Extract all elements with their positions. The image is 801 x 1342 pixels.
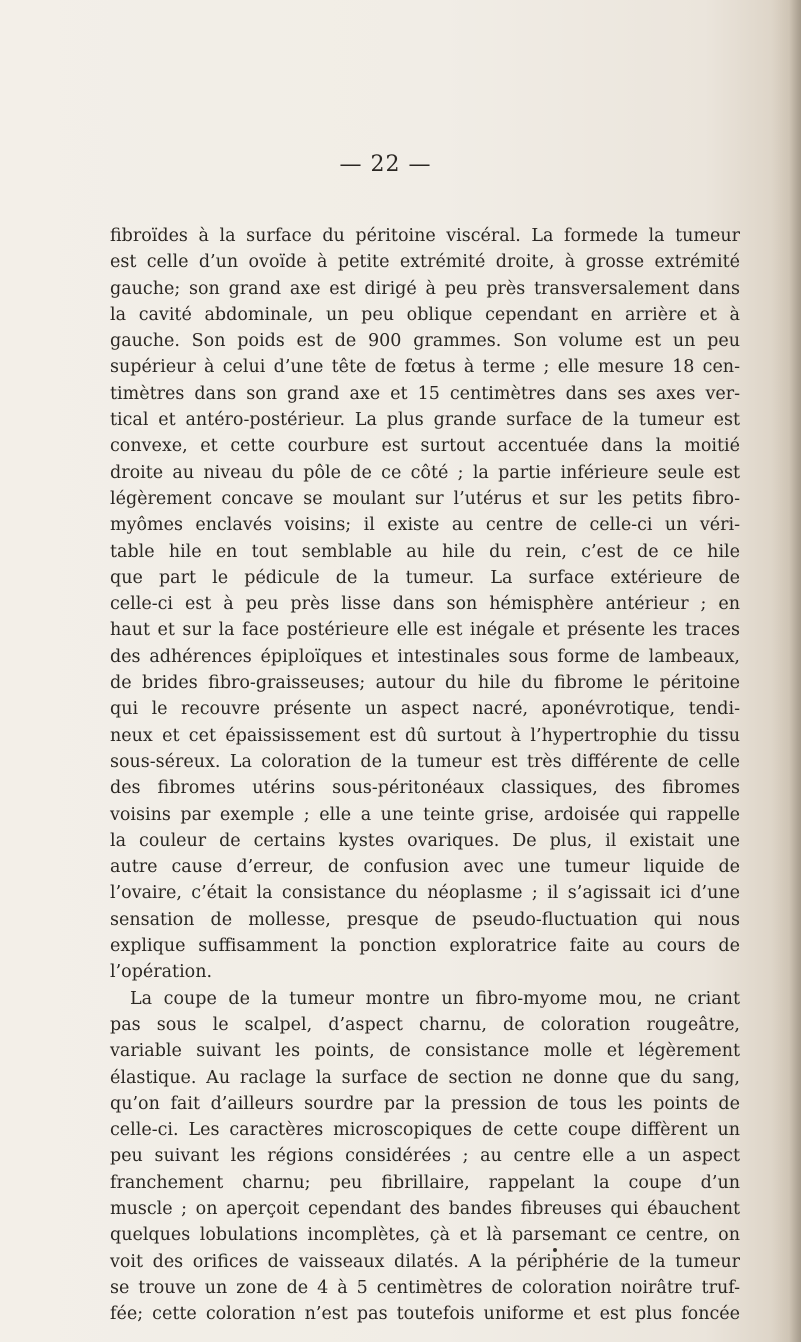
text-line: timètres dans son grand axe et 15 centimètres dans ses axes ver- [110, 383, 740, 404]
text-line: neux et cet épaississement est dû surtout à l’hypertrophie du tissu [110, 725, 740, 746]
text-line: fée; cette coloration n’est pas toutefois uniforme et est plus foncée [110, 1304, 740, 1325]
text-line: que part le pédicule de la tumeur. La surface extérieure de [110, 567, 740, 588]
text-line: convexe, et cette courbure est surtout accentuée dans la moitié [110, 436, 740, 457]
text-line: légèrement concave se moulant sur l’utérus et sur les petits fibro- [110, 488, 740, 509]
text-line: élastique. Au raclage la surface de section ne donne que du sang, [110, 1067, 740, 1088]
text-line: quelques lobulations incomplètes, çà et là parsemant ce centre, on [110, 1225, 740, 1246]
body-text [110, 223, 740, 1327]
text-line: sensation de mollesse, presque de pseudo-fluctuation qui nous [110, 909, 740, 930]
page-number [0, 152, 801, 177]
text-line: la couleur de certains kystes ovariques. De plus, il existait une [110, 830, 740, 851]
text-line: gauche. Son poids est de 900 grammes. Son volume est un peu [110, 331, 740, 352]
text-line: de brides fibro-graisseuses; autour du hile du fibrome le péritoine [110, 673, 740, 694]
text-line: La coupe de la tumeur montre un fibro-myome mou, ne criant [130, 988, 740, 1009]
text-line: explique suffisamment la ponction exploratrice faite au cours de [110, 936, 740, 957]
text-line: qu’on fait d’ailleurs sourdre par la pression de tous les points de [110, 1093, 740, 1114]
text-line: voisins par exemple ; elle a une teinte grise, ardoisée qui rappelle [110, 804, 740, 825]
text-line: gauche; son grand axe est dirigé à peu près transversalement dans [110, 278, 740, 299]
text-line: celle-ci est à peu près lisse dans son hémisphère antérieur ; en [110, 594, 740, 615]
paragraph [110, 223, 740, 986]
text-line: l’ovaire, c’était la consistance du néoplasme ; il s’agissait ici d’une [110, 883, 740, 904]
text-line: haut et sur la face postérieure elle est inégale et présente les traces [110, 620, 740, 641]
paragraph [110, 986, 740, 1328]
text-line: voit des orifices de vaisseaux dilatés. A la périphérie de la tumeur [110, 1251, 740, 1272]
text-line: des adhérences épiploïques et intestinales sous forme de lambeaux, [110, 646, 740, 667]
text-line: est celle d’un ovoïde à petite extrémité droite, à grosse extrémité [110, 252, 740, 273]
text-line: peu suivant les régions considérées ; au centre elle a un aspect [110, 1146, 740, 1167]
text-line: supérieur à celui d’une tête de fœtus à terme ; elle mesure 18 cen- [110, 357, 740, 378]
text-line: sous-séreux. La coloration de la tumeur est très différente de celle [110, 751, 740, 772]
text-line: celle-ci. Les caractères microscopiques de cette coupe diffèrent un [110, 1120, 740, 1141]
text-line: myômes enclavés voisins; il existe au centre de celle-ci un véri- [110, 515, 740, 536]
text-line: droite au niveau du pôle de ce côté ; la partie inférieure seule est [110, 462, 740, 483]
text-line: des fibromes utérins sous-péritonéaux classiques, des fibromes [110, 778, 740, 799]
text-line: muscle ; on aperçoit cependant des bandes fibreuses qui ébauchent [110, 1198, 740, 1219]
page-edge-shadow [771, 0, 801, 1342]
ink-speck [553, 1248, 557, 1252]
text-line: la cavité abdominale, un peu oblique cependant en arrière et à [110, 304, 740, 325]
text-line: autre cause d’erreur, de confusion avec une tumeur liquide de [110, 857, 740, 878]
text-line: qui le recouvre présente un aspect nacré, aponévrotique, tendi- [110, 699, 740, 720]
text-line: tical et antéro-postérieur. La plus grande surface de la tumeur est [110, 410, 740, 431]
text-line: table hile en tout semblable au hile du rein, c’est de ce hile [110, 541, 740, 562]
text-line: l’opération. [110, 962, 213, 983]
page-number-text: — 22 — [339, 152, 432, 177]
text-line: se trouve un zone de 4 à 5 centimètres de coloration noirâtre truf- [110, 1277, 740, 1298]
text-line: franchement charnu; peu fibrillaire, rappelant la coupe d’un [110, 1172, 740, 1193]
text-line: variable suivant les points, de consistance molle et légèrement [110, 1041, 740, 1062]
text-line: fibroïdes à la surface du péritoine viscéral. La formede la tumeur [110, 226, 740, 246]
text-line: pas sous le scalpel, d’aspect charnu, de coloration rougeâtre, [110, 1014, 740, 1035]
